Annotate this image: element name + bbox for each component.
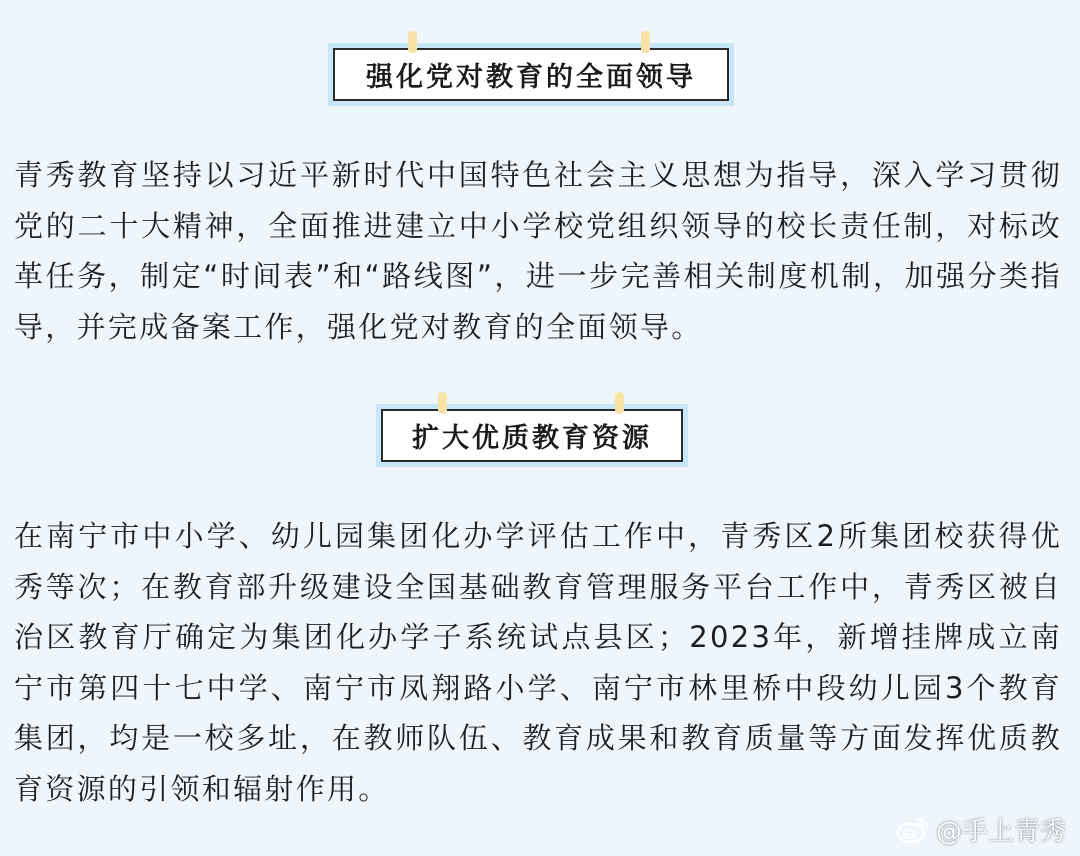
pin-decoration [641,31,650,53]
pin-decoration [615,392,624,414]
watermark-text: @手上青秀 [935,817,1066,847]
pin-decoration [438,392,447,414]
section-title: 扩大优质教育资源 [381,409,683,462]
section-title-frame [328,43,734,106]
pin-decoration [408,31,417,53]
weibo-icon [896,816,930,844]
section-title-frame [376,404,688,467]
watermark [896,811,1066,848]
section-paragraph: 青秀教育坚持以习近平新时代中国特色社会主义思想为指导，深入学习贯彻党的二十大精神，全面推进建立中小学校党组织领导的校长责任制，对标改革任务，制定“时间表”和“路线图”，进一步完善相关制度机制，加强分类指导，并完成备案工作，强化党对教育的全面领导。 [14,158,1062,344]
section-title: 强化党对教育的全面领导 [333,48,729,101]
section-paragraph: 在南宁市中小学、幼儿园集团化办学评估工作中，青秀区2所集团校获得优秀等次；在教育部升级建设全国基础教育管理服务平台工作中，青秀区被自治区教育厅确定为集团化办学子系统试点县区；2023年，新增挂牌成立南宁市第四十七中学、南宁市凤翔路小学、南宁市林里桥中段幼儿园3个教育集团，均是一校多址，在教师队伍、教育成果和教育质量等方面发挥优质教育资源的引领和辐射作用。 [14,519,1062,806]
